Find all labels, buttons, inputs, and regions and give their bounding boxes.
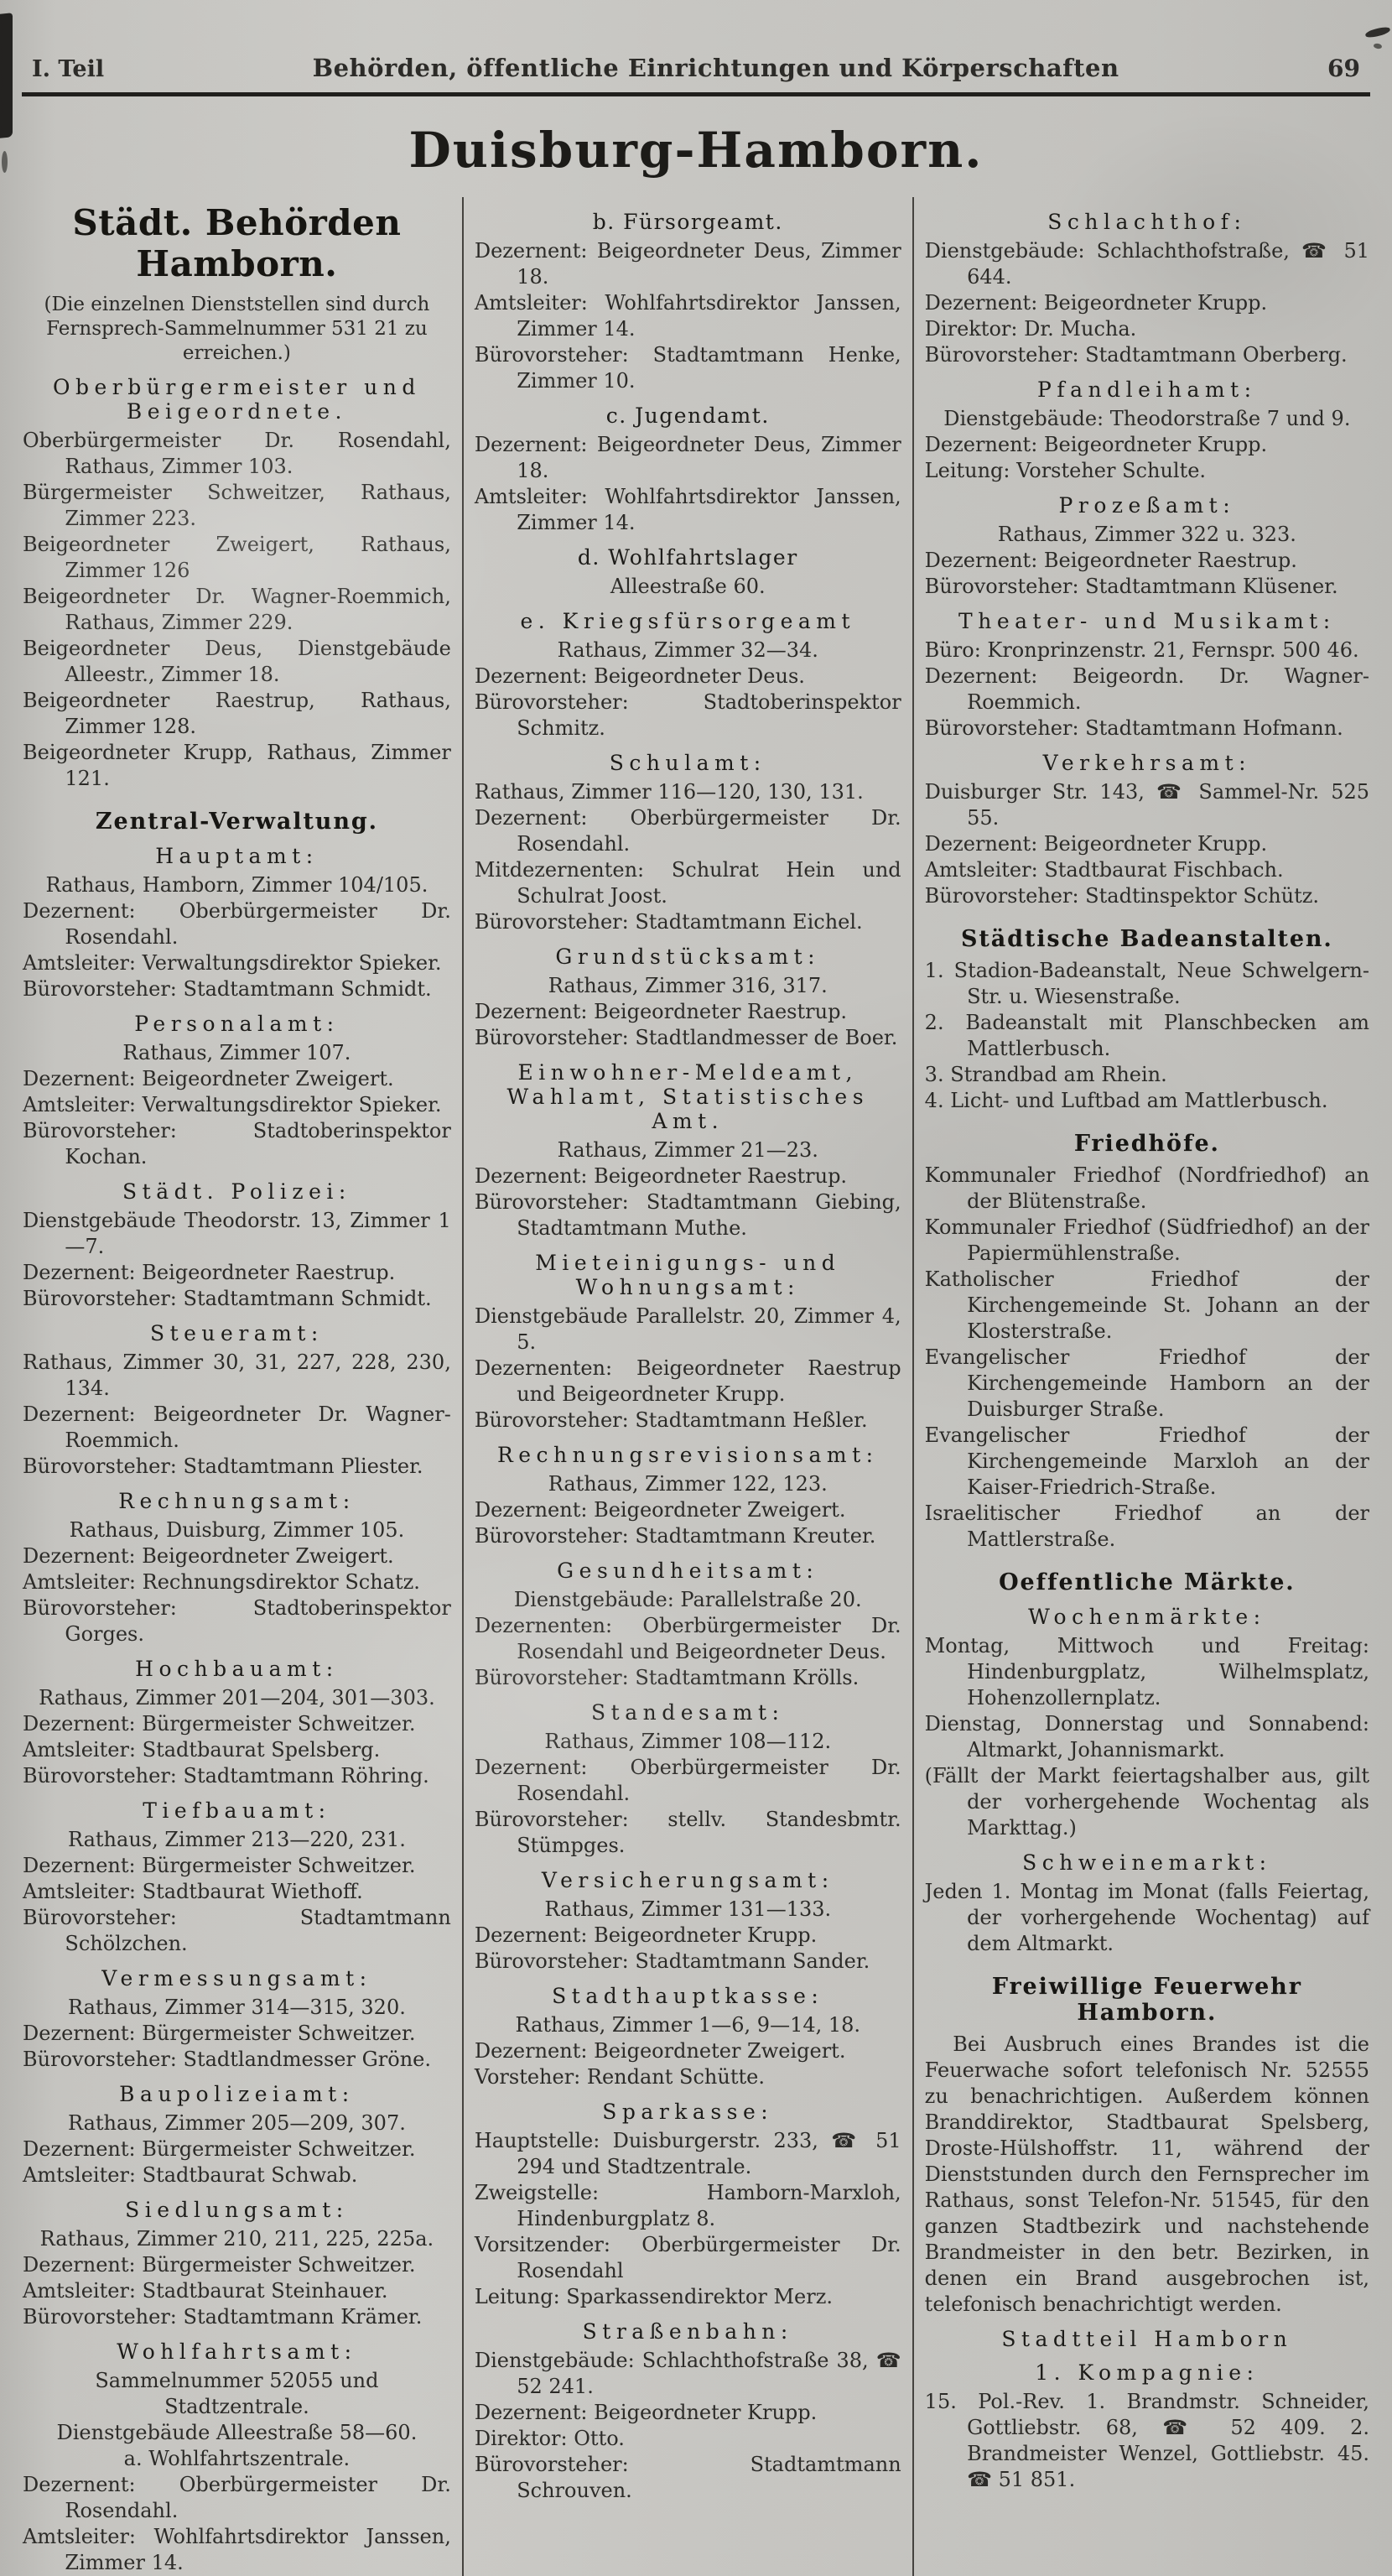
directory-entry: Leitung: Vorsteher Schulte. — [924, 459, 1207, 482]
scan-artifact-left-speck — [2, 151, 8, 173]
section-heading: Oberbürgermeister und Beigeordnete. — [53, 375, 421, 424]
section-heading: Stadthauptkasse: — [552, 1984, 824, 2008]
directory-entry: Bürovorsteher: Stadtinspektor Schütz. — [924, 884, 1320, 908]
directory-entry: Bürovorsteher: Stadtamtmann Röhring. — [23, 1764, 429, 1788]
directory-entry: 1. Stadion-Badeanstalt, Neue Schwelgern-Str. u. Wiesenstraße. — [924, 959, 1369, 1008]
section-heading: Sparkasse: — [602, 2100, 774, 2124]
directory-entry: Bürgermeister Schweitzer, Rathaus, Zimmer 223. — [23, 481, 451, 530]
section-address-line: Rathaus, Zimmer 1—6, 9—14, 18. — [515, 2013, 861, 2037]
directory-entry: Amtsleiter: Rechnungsdirektor Schatz. — [23, 1570, 420, 1594]
directory-entry: Bürovorsteher: stellv. Standesbmtr. Stümpges. — [474, 1808, 901, 1857]
directory-entry: Dezernent: Bürgermeister Schweitzer. — [23, 2253, 416, 2277]
section-address-line: Rathaus, Zimmer 314—315, 320. — [67, 1996, 406, 2019]
directory-entry: Bürovorsteher: Stadtamtmann Schmidt. — [23, 1287, 432, 1310]
part-label: I. Teil — [32, 56, 105, 82]
directory-entry: Amtsleiter: Stadtbaurat Wiethoff. — [23, 1880, 363, 1903]
directory-entry: Dienstag, Donnerstag und Sonnabend: Altmarkt, Johannismarkt. — [924, 1712, 1369, 1762]
section-address-line: Rathaus, Zimmer 21—23. — [557, 1138, 818, 1162]
directory-entry: Bürovorsteher: Stadtamtmann Giebing, Stadtamtmann Muthe. — [474, 1190, 901, 1240]
directory-entry: Dezernent: Beigeordneter Deus. — [474, 664, 805, 688]
directory-entry: Dezernent: Beigeordneter Dr. Wagner-Roemmich. — [23, 1402, 451, 1452]
directory-entry: Amtsleiter: Stadtbaurat Fischbach. — [924, 858, 1284, 882]
section-heading: Mieteinigungs- und Wohnungsamt: — [535, 1251, 841, 1299]
directory-entry: Bürovorsteher: Stadtamtmann Hofmann. — [924, 716, 1343, 740]
section-heading: Wochenmärkte: — [1028, 1605, 1266, 1629]
directory-entry: Leitung: Sparkassendirektor Merz. — [474, 2285, 833, 2308]
directory-entry: 3. Strandbad am Rhein. — [924, 1063, 1167, 1086]
directory-entry: Evangelischer Friedhof der Kirchengemeinde Hamborn an der Duisburger Straße. — [924, 1345, 1369, 1421]
section-address-line: Rathaus, Zimmer 108—112. — [544, 1730, 832, 1753]
section-heading: b. Fürsorgeamt. — [592, 210, 783, 234]
directory-entry: Dezernent: Beigeordneter Raestrup. — [924, 549, 1297, 572]
section-heading: Wohlfahrtsamt: — [117, 2339, 357, 2364]
section-address-line: Rathaus, Zimmer 210, 211, 225, 225a. — [39, 2227, 434, 2251]
section-heading: Siedlungsamt: — [125, 2198, 349, 2222]
directory-entry: Jeden 1. Montag im Monat (falls Feiertag, der vorhergehende Wochentag) auf dem Altmarkt. — [924, 1880, 1369, 1955]
directory-entry: Bürovorsteher: Stadtamtmann Oberberg. — [924, 343, 1348, 367]
section-heading-bold: Freiwillige Feuerwehr Hamborn. — [991, 1974, 1302, 2026]
directory-entry: 15. Pol.-Rev. 1. Brandmstr. Schneider, Gottliebstr. 68, ☎ 52 409. 2. Brandmeister Wenzel, Gottliebstr. 45. ☎ 51 851. — [924, 2390, 1369, 2491]
directory-entry: Dezernent: Beigeordneter Deus, Zimmer 18. — [474, 433, 901, 482]
directory-entry: Bürovorsteher: Stadtlandmesser Gröne. — [23, 2048, 431, 2071]
directory-entry: (Fällt der Markt feiertagshalber aus, gilt der vorhergehende Wochentag als Markttag.) — [924, 1764, 1369, 1840]
directory-entry: Amtsleiter: Wohlfahrtsdirektor Janssen, Zimmer 14. — [474, 291, 901, 341]
section-heading: Vermessungsamt: — [101, 1966, 372, 1991]
directory-entry: Amtsleiter: Stadtbaurat Steinhauer. — [23, 2279, 388, 2303]
directory-entry: Israelitischer Friedhof an der Mattlerstraße. — [924, 1501, 1369, 1551]
section-address-line: Dienstgebäude Alleestraße 58—60. — [56, 2421, 418, 2444]
directory-entry: Vorsteher: Rendant Schütte. — [474, 2065, 765, 2089]
section-heading: Steueramt: — [149, 1321, 324, 1345]
directory-entry: Montag, Mittwoch und Freitag: Hindenburgplatz, Wilhelmsplatz, Hohenzollernplatz. — [924, 1634, 1369, 1710]
directory-entry: Amtsleiter: Wohlfahrtsdirektor Janssen, Zimmer 14. — [474, 485, 901, 534]
directory-entry: Beigeordneter Zweigert, Rathaus, Zimmer 126 — [23, 533, 451, 582]
directory-entry: Bürovorsteher: Stadtoberinspektor Kochan. — [23, 1119, 451, 1168]
directory-entry: Direktor: Otto. — [474, 2427, 625, 2450]
section-heading: 1. Kompagnie: — [1035, 2360, 1260, 2385]
running-title: Behörden, öffentliche Einrichtungen und Körperschaften — [312, 54, 1119, 82]
directory-entry: Dezernent: Oberbürgermeister Dr. Rosendahl. — [474, 806, 901, 856]
section-address-line: Dienstgebäude: Theodorstraße 7 und 9. — [943, 407, 1351, 430]
section-heading-bold: Städtische Badeanstalten. — [960, 926, 1333, 952]
page-header — [22, 0, 1370, 96]
directory-entry: Bürovorsteher: Stadtamtmann Schrouven. — [474, 2453, 901, 2502]
directory-entry: Büro: Kronprinzenstr. 21, Fernspr. 500 46. — [924, 638, 1359, 662]
section-address-line: Rathaus, Zimmer 32—34. — [557, 638, 818, 662]
column-3 — [912, 197, 1380, 2576]
column-2 — [462, 197, 912, 2576]
directory-entry: Bürovorsteher: Stadtamtmann Heßler. — [474, 1408, 868, 1432]
directory-entry: Dezernent: Beigeordneter Zweigert. — [23, 1067, 394, 1090]
directory-entry: Dezernenten: Beigeordneter Raestrup und Beigeordneter Krupp. — [474, 1356, 901, 1406]
directory-entry: Bürovorsteher: Stadtamtmann Krölls. — [474, 1666, 860, 1689]
section-heading: Gesundheitsamt: — [557, 1559, 819, 1583]
page-number: 69 — [1327, 55, 1360, 82]
section-heading: Personalamt: — [134, 1012, 340, 1036]
directory-entry: Rathaus, Zimmer 116—120, 130, 131. — [474, 780, 864, 804]
directory-entry: Bürovorsteher: Stadtamtmann Klüsener. — [924, 575, 1338, 598]
section-address-line: Rathaus, Zimmer 107. — [122, 1041, 351, 1064]
section-heading: Straßenbahn: — [582, 2319, 793, 2344]
section-address-line: Rathaus, Zimmer 322 u. 323. — [997, 523, 1296, 546]
directory-entry: Dezernent: Bürgermeister Schweitzer. — [23, 2022, 416, 2045]
section-heading: Schulamt: — [609, 751, 766, 775]
directory-entry: Evangelischer Friedhof der Kirchengemeinde Marxloh an der Kaiser-Friedrich-Straße. — [924, 1423, 1369, 1499]
directory-entry: Dezernent: Bürgermeister Schweitzer. — [23, 1854, 416, 1877]
section-heading: Grundstücksamt: — [555, 945, 821, 969]
directory-entry: Bürovorsteher: Stadtamtmann Henke, Zimmer 10. — [474, 343, 901, 393]
directory-entry: 2. Badeanstalt mit Planschbecken am Mattlerbusch. — [924, 1011, 1369, 1060]
section-heading: Schlachthof: — [1047, 210, 1247, 234]
directory-entry: Dezernent: Beigeordneter Deus, Zimmer 18. — [474, 239, 901, 289]
directory-entry: Zweigstelle: Hamborn-Marxloh, Hindenburgplatz 8. — [474, 2181, 901, 2230]
directory-entry: Duisburger Str. 143, ☎ Sammel-Nr. 525 55. — [924, 780, 1369, 830]
directory-entry: Amtsleiter: Stadtbaurat Spelsberg. — [23, 1738, 381, 1762]
directory-entry: Dezernenten: Oberbürgermeister Dr. Rosendahl und Beigeordneter Deus. — [474, 1614, 901, 1663]
section-address-line: Rathaus, Duisburg, Zimmer 105. — [69, 1518, 405, 1542]
section-address-line: Rathaus, Zimmer 122, 123. — [548, 1472, 828, 1496]
directory-entry: Katholischer Friedhof der Kirchengemeinde St. Johann an der Klosterstraße. — [924, 1267, 1369, 1343]
section-heading: c. Jugendamt. — [605, 403, 770, 428]
directory-entry: Oberbürgermeister Dr. Rosendahl, Rathaus, Zimmer 103. — [23, 429, 451, 478]
section-heading: Rechnungsrevisionsamt: — [496, 1443, 879, 1467]
section-heading: d. Wohlfahrtslager — [577, 545, 798, 570]
directory-entry: Dezernent: Beigeordneter Krupp. — [924, 433, 1268, 456]
directory-entry: Amtsleiter: Wohlfahrtsdirektor Janssen, Zimmer 14. — [23, 2525, 451, 2574]
directory-entry: Kommunaler Friedhof (Nordfriedhof) an der Blütenstraße. — [924, 1163, 1369, 1213]
section-address-line: Alleestraße 60. — [610, 575, 766, 598]
directory-entry: Dienstgebäude: Schlachthofstraße 38, ☎ 52 241. — [474, 2349, 901, 2398]
directory-entry: Beigeordneter Dr. Wagner-Roemmich, Rathaus, Zimmer 229. — [23, 585, 451, 634]
section-heading: Städt. Polizei: — [122, 1179, 351, 1204]
directory-entry: Bürovorsteher: Stadtamtmann Pliester. — [23, 1455, 423, 1478]
section-heading: Versicherungsamt: — [541, 1868, 834, 1892]
section-address-line: Rathaus, Hamborn, Zimmer 104/105. — [45, 873, 429, 897]
section-heading: Standesamt: — [591, 1700, 785, 1725]
directory-entry: Dezernent: Beigeordneter Krupp. — [474, 1923, 818, 1947]
directory-entry: Dienstgebäude: Schlachthofstraße, ☎ 51 644. — [924, 239, 1369, 289]
directory-entry: Bürovorsteher: Stadtamtmann Eichel. — [474, 910, 863, 934]
section-heading: Theater- und Musikamt: — [958, 609, 1336, 633]
directory-entry: Vorsitzender: Oberbürgermeister Dr. Rosendahl — [474, 2233, 901, 2282]
section-address-line: Rathaus, Zimmer 213—220, 231. — [67, 1828, 406, 1851]
section-heading: Rechnungsamt: — [118, 1489, 356, 1513]
directory-entry: Bürovorsteher: Stadtamtmann Sander. — [474, 1949, 870, 1973]
directory-entry: Dezernent: Beigeordneter Zweigert. — [474, 2039, 846, 2063]
directory-entry: Dezernent: Beigeordneter Krupp. — [474, 2401, 818, 2424]
section-heading: Baupolizeiamt: — [119, 2082, 355, 2106]
section-heading-bold: Zentral-Verwaltung. — [95, 809, 378, 835]
directory-entry: Bürovorsteher: Stadtoberinspektor Gorges. — [23, 1596, 451, 1646]
directory-entry: Dezernent: Bürgermeister Schweitzer. — [23, 2137, 416, 2161]
directory-entry: Dezernent: Beigeordneter Zweigert. — [23, 1544, 394, 1568]
scan-artifact-top-left — [0, 13, 13, 138]
paragraph: Bei Ausbruch eines Brandes ist die Feuerwache sofort telefonisch Nr. 52555 zu benachrichtigen. Außerdem können Branddirektor, Stadtbaurat Spelsberg, Droste-Hülshoffstr. 11, während der Dienststunden durch den Fernsprecher im Rathaus, sonst Telefon-Nr. 51545, für den ganzen Stadtbezirk und nachstehende Brandmeister in den betr. Bezirken, in denen ein Brand ausgebrochen ist, telefonisch benachrichtigt werden. — [924, 2032, 1369, 2316]
section-heading-bold: Friedhöfe. — [1073, 1131, 1220, 1157]
directory-entry: Amtsleiter: Verwaltungsdirektor Spieker. — [23, 951, 442, 975]
main-title: Duisburg-Hamborn. — [408, 122, 984, 179]
directory-entry: Amtsleiter: Verwaltungsdirektor Spieker. — [23, 1093, 442, 1116]
section-address-line: Rathaus, Zimmer 205—209, 307. — [67, 2111, 406, 2135]
directory-entry: Bürovorsteher: Stadtamtmann Schölzchen. — [23, 1906, 451, 1955]
directory-entry: Beigeordneter Krupp, Rathaus, Zimmer 121. — [23, 741, 451, 790]
section-address-line: Rathaus, Zimmer 131—133. — [544, 1897, 832, 1921]
directory-entry: Direktor: Dr. Mucha. — [924, 317, 1137, 341]
directory-entry: Dezernent: Beigeordneter Zweigert. — [474, 1498, 846, 1522]
directory-entry: Kommunaler Friedhof (Südfriedhof) an der Papiermühlenstraße. — [924, 1215, 1369, 1265]
directory-entry: Bürovorsteher: Stadtamtmann Krämer. — [23, 2305, 423, 2329]
directory-columns — [12, 197, 1380, 2574]
directory-entry: Dienstgebäude Theodorstr. 13, Zimmer 1—7. — [23, 1209, 451, 1258]
column-1 — [12, 197, 462, 2576]
column-title: Städt. Behörden Hamborn. — [72, 202, 402, 284]
directory-entry: Dezernent: Beigeordneter Raestrup. — [23, 1261, 396, 1284]
directory-entry: Dezernent: Bürgermeister Schweitzer. — [23, 1712, 416, 1736]
section-heading: Hochbauamt: — [135, 1657, 339, 1681]
directory-entry: Beigeordneter Raestrup, Rathaus, Zimmer 128. — [23, 689, 451, 738]
directory-entry: Bürovorsteher: Stadtamtmann Schmidt. — [23, 977, 432, 1001]
directory-entry: Dezernent: Beigeordneter Raestrup. — [474, 1164, 848, 1188]
section-heading: Schweinemarkt: — [1022, 1850, 1272, 1875]
section-address-line: Dienstgebäude: Parallelstraße 20. — [513, 1588, 862, 1611]
directory-entry: Bürovorsteher: Stadtoberinspektor Schmitz. — [474, 690, 901, 740]
section-heading: Verkehrsamt: — [1042, 751, 1252, 775]
directory-entry: Dienstgebäude Parallelstr. 20, Zimmer 4, 5. — [474, 1304, 901, 1354]
section-heading: e. Kriegsfürsorgeamt — [520, 609, 856, 633]
directory-entry: Dezernent: Oberbürgermeister Dr. Rosendahl. — [474, 1756, 901, 1805]
directory-entry: Dezernent: Beigeordneter Krupp. — [924, 832, 1268, 856]
directory-entry: Dezernent: Oberbürgermeister Dr. Rosendahl. — [23, 2473, 451, 2522]
directory-entry: Dezernent: Beigeordneter Krupp. — [924, 291, 1268, 315]
directory-entry: Hauptstelle: Duisburgerstr. 233, ☎ 51 294 und Stadtzentrale. — [474, 2129, 901, 2178]
directory-entry: Amtsleiter: Stadtbaurat Schwab. — [23, 2163, 358, 2187]
section-address-line: a. Wohlfahrtszentrale. — [123, 2447, 351, 2470]
directory-entry: Beigeordneter Deus, Dienstgebäude Alleestr., Zimmer 18. — [23, 637, 451, 686]
directory-entry: Dezernent: Oberbürgermeister Dr. Rosendahl. — [23, 899, 451, 949]
directory-entry: Mitdezernenten: Schulrat Hein und Schulrat Joost. — [474, 858, 901, 908]
directory-entry: Dezernent: Beigeordneter Raestrup. — [474, 1000, 848, 1023]
directory-entry: 4. Licht- und Luftbad am Mattlerbusch. — [924, 1089, 1328, 1112]
phone-note: (Die einzelnen Dienststellen sind durch Fernsprech-Sammelnummer 531 21 zu erreichen.) — [44, 294, 430, 364]
section-address-line: Rathaus, Zimmer 316, 317. — [548, 974, 828, 997]
directory-entry: Dezernent: Beigeordn. Dr. Wagner-Roemmich. — [924, 664, 1369, 714]
directory-entry: Rathaus, Zimmer 30, 31, 227, 228, 230, 134. — [23, 1350, 451, 1400]
section-heading: Einwohner-Meldeamt, Wahlamt, Statistisches Amt. — [506, 1060, 870, 1133]
section-heading: Tiefbauamt: — [143, 1798, 331, 1823]
scan-artifact-right-speck — [1374, 43, 1383, 49]
section-address-line: Rathaus, Zimmer 201—204, 301—303. — [39, 1686, 435, 1710]
section-address-line: Sammelnummer 52055 und Stadtzentrale. — [95, 2369, 379, 2418]
directory-entry: Bürovorsteher: Stadtamtmann Kreuter. — [474, 1524, 876, 1548]
section-heading: Hauptamt: — [155, 844, 319, 868]
section-heading: Prozeßamt: — [1058, 493, 1236, 518]
directory-entry: Bürovorsteher: Stadtlandmesser de Boer. — [474, 1026, 898, 1049]
section-heading-bold: Oeffentliche Märkte. — [999, 1569, 1296, 1595]
section-heading: Stadtteil Hamborn — [1001, 2327, 1293, 2351]
section-heading: Pfandleihamt: — [1037, 377, 1257, 402]
